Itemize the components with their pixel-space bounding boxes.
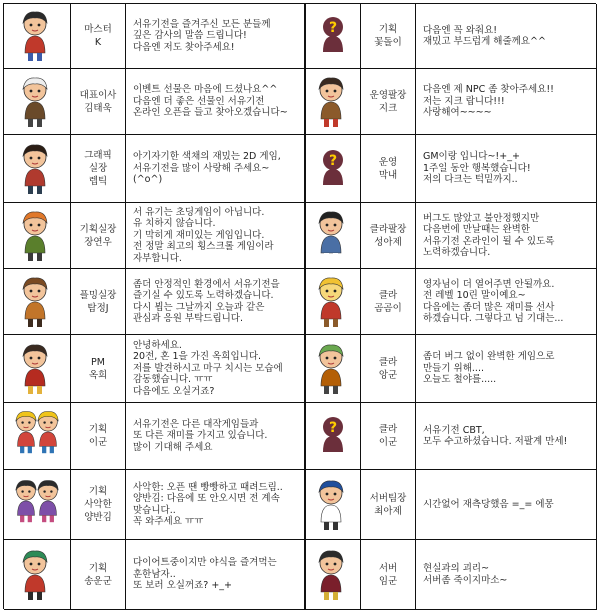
right-name-cell (361, 403, 416, 470)
staff-name: 운영 막내 (378, 156, 398, 181)
staff-message: 서유기전은 다른 대작게임들과 또 다른 재미를 가지고 있습니다. 많이 기대해 주세요 (133, 418, 268, 453)
staff-message: 다음엔 제 NPC 좀 찾아주세요!! 저는 지크 랍니다!!! 사랑해여~~~~ (423, 84, 554, 119)
right-avatar-cell (306, 4, 361, 69)
right-message-cell (416, 203, 597, 269)
staff-message: 다이어트중이지만 야식을 즐겨먹는 훈한남자.. 또 보러 오실꺼죠? +_+ (133, 557, 277, 592)
staff-message: 현실과의 괴리~ 서버좀 죽이지마소~ (423, 563, 508, 586)
left-message-cell (126, 269, 306, 335)
left-name-cell (71, 135, 126, 203)
staff-message: 서유기전 CBT, 모두 수고하셨습니다. 저팔계 만세! (423, 424, 568, 447)
left-name-cell (71, 269, 126, 335)
right-name-cell (361, 4, 416, 69)
left-avatar-cell (4, 203, 71, 269)
staff-message: 좀더 버그 없이 완벽한 게임으로 만들기 위해.... 오늘도 철야를..... (423, 351, 555, 386)
staff-message: 다음엔 꼭 와줘요! 재밌고 부드럽게 해줄께요^^ (423, 24, 546, 47)
left-name-cell (71, 203, 126, 269)
left-name-cell (71, 470, 126, 540)
character-white-hood-icon (9, 75, 65, 129)
left-message-cell (126, 540, 306, 610)
staff-message: 영자님이 더 열어주면 안될까요. 전 레벨 10린 말이예요~ 다음에는 좀더 많은 재미를 선사 하겠습니다. 그렇다고 넘 기대는... (423, 278, 564, 324)
right-avatar-cell (306, 335, 361, 403)
character-dark-robe-icon (306, 548, 361, 602)
character-glasses-books-icon (9, 9, 65, 63)
character-desk-sitting-icon (306, 75, 361, 129)
staff-name: PM 옥희 (88, 356, 108, 381)
character-pair-purple-icon (9, 478, 65, 532)
staff-message: GM이랑 입니다~!+_+ 1주일 동안 행복했습니다! 저의 다크는 턱밑까지.. (423, 151, 531, 186)
character-red-clothes-icon (9, 342, 65, 396)
character-green-umbrella-icon (9, 548, 65, 602)
staff-message: 안녕하세요. 20전, 혼 1을 가진 옥희입니다. 저를 발견하시고 마구 치시는 모습에 감동했습니다. ㅠㅠ 다음에도 오실거죠? (133, 339, 283, 397)
left-message-cell (126, 135, 306, 203)
staff-name: 서버팀장 최아제 (369, 492, 407, 517)
staff-name: 클라 곰곰이 (374, 289, 402, 314)
left-avatar-cell (4, 69, 71, 135)
staff-message-table (3, 3, 596, 609)
character-soccer-ball-icon (306, 209, 361, 263)
left-name-cell (71, 69, 126, 135)
left-avatar-cell (4, 335, 71, 403)
character-green-hat-computer-icon (306, 342, 361, 396)
staff-message: 아기자기한 색채의 재밌는 2D 게임, 서유기전을 많이 사랑해 주세요~ (^o^) (133, 151, 281, 186)
staff-message: 시간없어 재측당했음 =_= 에몽 (423, 498, 554, 510)
staff-message: 서 유기는 초딩게임이 아닙니다. 유 치하지 않습니다. 기 막히게 재미있는 게임입니다. 전 정말 최고의 횡스크롤 게임이라 자부합니다. (133, 206, 274, 264)
right-message-cell (416, 4, 597, 69)
right-avatar-cell (306, 69, 361, 135)
left-avatar-cell (4, 470, 71, 540)
right-avatar-cell (306, 403, 361, 470)
left-avatar-cell (4, 135, 71, 203)
staff-name: 기획 이군 (88, 424, 108, 448)
svg-text:?: ? (328, 20, 338, 36)
right-avatar-cell (306, 269, 361, 335)
staff-name: 마스터 K (84, 24, 112, 48)
right-name-cell (361, 540, 416, 610)
staff-message: 이벤트 선물은 마음에 드셨나요^^ 다음엔 더 좋은 선물인 서유기전 온라인 오픈을 들고 찾아오겠습니다~ (133, 84, 288, 119)
staff-message: 사악한: 오픈 땐 빵빵하고 때려드림.. 양반김: 다음에 또 안오시면 전 계속 맞습니다.. 꼭 와주세요 ㅠㅠ (133, 481, 283, 527)
staff-name: 서버 임군 (378, 562, 398, 587)
character-blue-helmet-icon (306, 478, 361, 532)
staff-name: 클라 앙군 (378, 356, 398, 381)
left-message-cell (126, 203, 306, 269)
character-dark-hair-running-icon (9, 142, 65, 196)
character-orange-hair-icon (9, 209, 65, 263)
question-mark-placeholder-icon (316, 149, 350, 189)
right-message-cell (416, 135, 597, 203)
left-message-cell (126, 403, 306, 470)
staff-name: 운영팔장 지크 (369, 89, 407, 114)
right-message-cell (416, 470, 597, 540)
character-yellow-bear-icon (306, 275, 361, 329)
right-avatar-cell (306, 540, 361, 610)
staff-name: 기획 꽃돌이 (374, 24, 402, 48)
left-message-cell (126, 470, 306, 540)
left-name-cell (71, 4, 126, 69)
staff-name: 그래픽 실장 렙틱 (84, 150, 112, 187)
svg-text:?: ? (328, 420, 338, 436)
right-message-cell (416, 335, 597, 403)
left-message-cell (126, 4, 306, 69)
right-message-cell (416, 269, 597, 335)
right-name-cell (361, 470, 416, 540)
left-name-cell (71, 335, 126, 403)
left-message-cell (126, 335, 306, 403)
left-avatar-cell (4, 269, 71, 335)
right-name-cell (361, 203, 416, 269)
staff-name: 클라팔장 성아제 (369, 223, 407, 248)
character-pair-yellow-hats-icon (9, 409, 65, 463)
right-name-cell (361, 69, 416, 135)
staff-message: 서유기전을 즐겨주신 모든 분들께 깊은 감사의 말씀 드립니다! 다음엔 저도 찾아주세요! (133, 18, 271, 53)
left-avatar-cell (4, 540, 71, 610)
character-brown-hat-icon (9, 275, 65, 329)
right-message-cell (416, 540, 597, 610)
question-mark-placeholder-icon (316, 16, 350, 56)
right-name-cell (361, 335, 416, 403)
staff-name: 클라 이군 (378, 424, 398, 448)
staff-name: 플밍실장 탐정J (79, 289, 117, 314)
staff-name: 기획 송운군 (84, 562, 112, 587)
right-avatar-cell (306, 203, 361, 269)
left-name-cell (71, 403, 126, 470)
staff-message: 좀더 안정적인 환경에서 서유기전을 즐기실 수 있도록 노력하겠습니다. 다시 뵙는 그날까지 오늘과 같은 관심과 응원 부탁드립니다. (133, 278, 280, 324)
right-avatar-cell (306, 135, 361, 203)
right-name-cell (361, 135, 416, 203)
right-avatar-cell (306, 470, 361, 540)
staff-message: 버그도 많았고 불안정했지만 다음번에 만날때는 완벽한 서유기전 온라인이 될 수 있도록 노력하겠습니다. (423, 212, 555, 258)
svg-text:?: ? (328, 152, 338, 169)
staff-name: 대표이사 김태욱 (79, 89, 117, 114)
left-avatar-cell (4, 403, 71, 470)
left-message-cell (126, 69, 306, 135)
right-message-cell (416, 69, 597, 135)
staff-name: 기획실장 장연우 (79, 223, 117, 248)
left-name-cell (71, 540, 126, 610)
question-mark-placeholder-icon (316, 416, 350, 456)
right-message-cell (416, 403, 597, 470)
staff-name: 기획 사악한 양반김 (84, 486, 112, 523)
left-avatar-cell (4, 4, 71, 69)
right-name-cell (361, 269, 416, 335)
